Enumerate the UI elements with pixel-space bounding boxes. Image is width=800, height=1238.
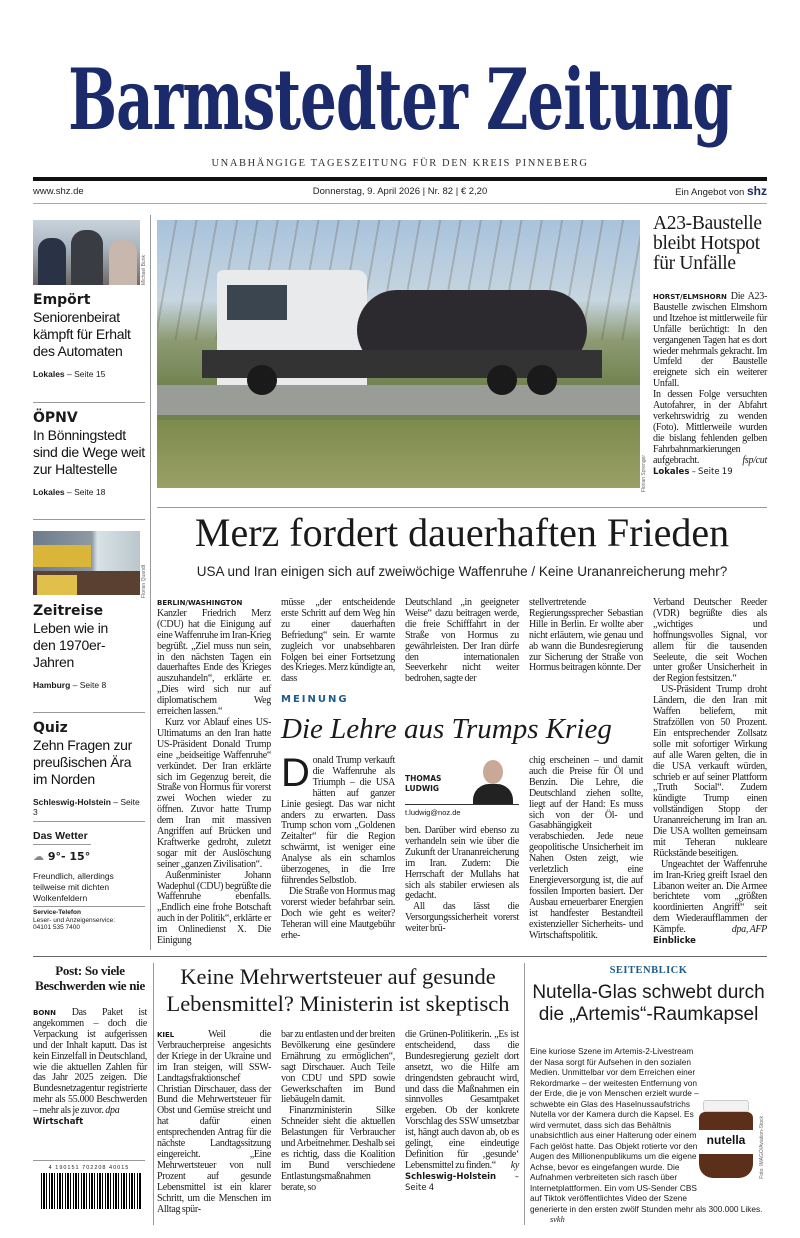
seniors-photo <box>33 220 140 285</box>
author-email[interactable]: t.ludwig@noz.de <box>405 808 461 817</box>
divider <box>33 519 145 520</box>
post-headline[interactable]: Post: So viele Beschwerden wie nie <box>35 963 145 993</box>
lead-headline[interactable]: Merz fordert dauerhaften Frieden <box>194 510 730 555</box>
lead-col-2: müsse „der entscheidende erste Schritt auf dem Weg hin zu einer dauerhaften Befriedung“ sein. Er warnte zugleich vor unabsehbaren Folgen bei einer Fortsetzung des Krieges. Merz kündigte an, dass <box>281 597 395 685</box>
opinion-col-2: ben. Darüber wird ebenso zu verhandeln sein wie über die Zukunft der Urananreicherung im Iran. Zudem: Die Herrschaft der Mullahs hat sich als stabiler erwiesen als gedacht. All das lässt die Versorgungssicherheit vorerst weiter brü- <box>405 825 519 935</box>
teaser-title: Zehn Fragen zur preußischen Ära im Norden <box>33 737 132 787</box>
cloud-sun-icon: ☁ <box>33 850 44 863</box>
divider <box>33 402 145 403</box>
photo-credit: Florian Sprenger <box>641 455 647 493</box>
teaser-kicker: ÖPNV <box>33 410 78 426</box>
dateline: BERLIN/WASHINGTON <box>157 599 243 607</box>
teaser-ref: Schleswig-Holstein – Seite 3 <box>33 797 140 817</box>
vat-headline[interactable]: Keine Mehrwertsteuer auf gesunde Lebensmittel? Ministerin ist skeptisch <box>166 964 510 1016</box>
sideview-headline[interactable]: Nutella-Glas schwebt durch die „Artemis“-Raumkapsel <box>532 982 765 1025</box>
lead-col-3: Deutschland „in geeigneter Weise“ dazu beitragen werde, die freie Schifffahrt in der Straße von Hormus zu gewährleisten. Der Iran dürfe den internationalen Seeverkehr nicht weiter bedrohen, sagte der <box>405 597 519 685</box>
sideview-label: SEITENBLICK <box>609 965 688 976</box>
lead-col-1: BERLIN/WASHINGTON Kanzler Friedrich Merz (CDU) hat die Einigung auf eine Waffenruhe im Iran-Krieg begrüßt. „Ziel muss nun sein, in den nächsten Tagen ein dauerhaftes Ende des Krieges auszuhandeln“, erklärte er. „Dies wird sich nur auf diplomatischem Weg erreichen lassen.“ Kurz vor Ablauf eines US-Ultimatums an den Iran hatte US-Präsident Donald Trump eine „beidseitige Waffenruhe“ verkündet. Der Iran erklärte sich im Gegenzug bereit, die Straße von Hormus für vorerst zwei Wochen wieder zu öffnen. Zuvor hatte Trump dem Iran mit massiven Angriffen auf Brücken und Kraftwerke gedroht, zuletzt sogar mit der Auslöschung seiner „ganzen Zivilisation“. Außenminister Johann Wadephul (CDU) begrüßte die Waffenruhe ebenfalls. „Endlich eine frohe Botschaft auch in der Politik“, erklärte er im Onlinedienst X. Die Einigung <box>157 599 271 947</box>
a23-body: HORST/ELMSHORN Die A23-Baustelle zwischen Elmshorn und Itzehoe ist mittlerweile für Unfälle berüchtigt: In den vergangenen Tagen hat es dort wieder mehrmals gekracht. Im Umfeld der Baustelle ereignete sich ein weiterer Unfall. In dessen Folge versuchten Autofahrer, in der Abfahrt verkehrswidrig zu wenden (Foto). Mittlerweile wurden die bislang fehlenden gelben Fahrbahnmarkierungen aufgebracht. fsp/cut Lokales – Seite 19 <box>653 291 767 477</box>
opinion-headline[interactable]: Die Lehre aus Trumps Krieg <box>281 713 612 745</box>
author-sig: svkh <box>550 1215 565 1224</box>
lead-col-5: Verband Deutscher Reeder (VDR) begrüßte dies als „wichtiges und hoffnungsvolles Signal, vor allem für die tausenden Seeleute, die seit Wochen unter großer Unsicherheit in der Region festsitzen.“ US-Präsident Trump droht Ländern, die den Iran mit Waffen beliefern, mit Strafzöllen von 50 Prozent. Ein entsprechender Zollsatz solle mit sofortiger Wirkung auf alle Waren gelten, die in die USA verkauft würden, schrieb er auf seiner Plattform „Truth Social“. Zudem kündigte Trump einen vollständigen Stopp der Urananreicherung im Iran an. Die USA wollten gemeinsam mit Teheran nukleare Rückstände beseitigen. Ungeachtet der Waffenruhe im Iran-Krieg greift Israel den Libanon weiter an. Die Armee berichtete vom „größten koordinierten Angriff“ seit dem Wiederaufflammen der Kämpfe. dpa, AFP Einblicke <box>653 597 767 947</box>
divider <box>157 507 767 508</box>
column-divider <box>153 963 154 1225</box>
author-sig: fsp/cut <box>742 454 767 466</box>
weather-title: Das Wetter <box>33 830 91 845</box>
post-ref[interactable]: Wirtschaft <box>33 1117 84 1128</box>
photo-credit: Florian Quandt <box>141 565 147 599</box>
vat-col-3: die Grünen-Politikerin. „Es ist entscheidend, dass die Bundesregierung gezielt dort ansetzt, wo die Hilfe am dringendsten gebraucht wird, und dass die Maßnahmen ein sinnvolles Gesamtpaket ergeben. Ob der konkrete Vorschlag des SSW umsetzbar ist, hängt auch davon ab, ob es gelingt, eine eindeutige Definition für ‚gesunde‘ Lebensmittel zu finden.“ ky Schleswig-Holstein – Seite 4 <box>405 1029 519 1193</box>
teaser-quiz[interactable] <box>33 720 145 817</box>
weather-temp: 9°- 15° <box>47 850 91 863</box>
photo-credit: Michael Bunk <box>141 255 147 286</box>
author-sig: ky <box>510 1159 519 1171</box>
teaser-senioren[interactable] <box>33 292 145 379</box>
a23-ref: Lokales – Seite 19 <box>653 466 733 477</box>
masthead-logo: Barmstedter Zeitung <box>68 50 732 150</box>
photo-credit: Foto: IMAGO/Aviation-Stock <box>759 1116 765 1179</box>
vat-col-1: KIEL Weil die Verbraucherpreise angesichts der Kriege in der Ukraine und im Iran steigen, will SSW-Landtagsfraktionschef Christian Dirschauer, dass der Bund die Mehrwertsteuer für Obst und Gemüse streicht und hat dafür einen entsprechenden Antrag für die nächste Landtagssitzung eingereicht. „Eine Mehrwertsteuer von null Prozent auf gesunde Lebensmittel ist ein klarer Schritt, um die Menschen im Alltag spür- <box>157 1029 271 1215</box>
nutella-jar-photo: nutella <box>697 1100 755 1180</box>
lead-ref[interactable]: Einblicke <box>653 936 696 947</box>
publisher-info <box>675 184 767 198</box>
post-body: BONN Das Paket ist angekommen – doch die Verpackung ist aufgerissen und der Inhalt kaputt. Das ist kein Einzelfall in Deutschland, wie die aktuellen Zahlen für das Jahr 2025 zeigen. Die Bundesnetzagentur registrierte mehr als 55.000 Beschwerden – mehr als je zuvor. dpa Wirtschaft <box>33 1007 147 1128</box>
teaser-title: In Bönningstedt sind die Wege weit zur Haltestelle <box>33 427 145 477</box>
teaser-ref: Lokales – Seite 15 <box>33 369 106 379</box>
column-divider <box>524 963 525 1225</box>
issue-info: Donnerstag, 9. April 2026 | Nr. 82 | € 2,20 <box>312 186 488 197</box>
author-box <box>405 756 519 822</box>
opinion-col-3: chig erscheinen – und damit auch die Preise für Öl und Benzin. Die Lehre, die Deutschland ziehen sollte, liegt auf der Hand: Es muss sich von der Öl- und Gasabhängigkeit verabschieden. Jede neue geopolitische Unsicherheit im Nahen Osten zeigt, wie verletzlich eine Energieversorgung ist, die auf fossilen Importen basiert. Der Ausbau erneuerbarer Energien ist handfester Bestandteil existenzieller Sicherheits- und Wirtschaftspolitik. <box>529 755 643 941</box>
divider <box>33 906 145 907</box>
publisher-prefix: Ein Angebot von <box>675 187 747 198</box>
author-sig: dpa, AFP <box>731 924 767 936</box>
teaser-title: Leben wie in den 1970er-Jahren <box>33 620 109 670</box>
truck-photo <box>157 220 640 488</box>
teaser-kicker: Zeitreise <box>33 603 104 619</box>
teaser-ref: Hamburg – Seite 8 <box>33 680 107 690</box>
service-title: Service-Telefon <box>33 909 81 916</box>
teaser-title: Seniorenbeirat kämpft für Erhalt des Automaten <box>33 309 131 359</box>
vat-ref: Schleswig-Holstein – Seite 4 <box>405 1171 519 1193</box>
teaser-zeitreise[interactable] <box>33 603 145 690</box>
divider <box>33 177 767 181</box>
weather-text: Freundlich, allerdings teilweise mit dichten Wolkenfeldern <box>33 871 114 903</box>
opinion-col-1: Donald Trump verkauft die Waffenruhe als Triumph – die USA hätten auf ganzer Linie gesiegt. Das war nicht anders zu erwarten. Dass Trump schon vom „Goldenen Zeitalter“ für die Region schwärmt, ist weniger eine Analyse als ein schamlos überzogenes, in die Irre führendes Selbstlob. Die Straße von Hormus mag vorerst wieder befahrbar sein. Doch wie geht es weiter? Teheran will eine Mautgebühr erhe- <box>281 751 395 941</box>
teaser-ref: Lokales – Seite 18 <box>33 487 106 497</box>
weather-box <box>33 830 145 904</box>
teaser-kicker: Empört <box>33 292 91 308</box>
vat-col-2: bar zu entlasten und der breiten Bevölkerung eine gesündere Ernährung zu ermöglichen“, sagt Dirschauer. Auch Teile von CDU und SPD sowie Gewerkschaften im Bund liebäugeln damit. Finanzministerin Silke Schneider sieht die aktuellen Belastungen für Verbraucher und Arbeitnehmer. Deshalb sei es richtig, dass die Koalition im Bund verschiedene Entlastungsmaßnahmen berate, so <box>281 1029 395 1193</box>
teaser-oepnv[interactable] <box>33 410 145 497</box>
dateline: KIEL <box>157 1031 175 1039</box>
divider <box>33 203 767 204</box>
author-last: LUDWIG <box>405 784 440 793</box>
opinion-label: MEINUNG <box>281 694 349 705</box>
teaser-kicker: Quiz <box>33 720 68 736</box>
shz-logo: shz <box>746 184 767 198</box>
divider <box>33 821 145 822</box>
tagline: UNABHÄNGIGE TAGESZEITUNG FÜR DEN KREIS PINNEBERG <box>211 158 589 169</box>
service-phone[interactable]: 04101 535 7400 <box>33 924 80 931</box>
kitchen-photo <box>33 531 140 595</box>
drop-cap: D <box>281 751 310 795</box>
service-box <box>33 909 145 932</box>
website-link[interactable]: www.shz.de <box>33 186 84 197</box>
author-portrait <box>471 756 515 804</box>
dateline: HORST/ELMSHORN <box>653 293 727 301</box>
lead-col-4: stellvertretende Regierungssprecher Sebastian Hille in Berlin. Er wollte aber nicht erläutern, wie genau und ab wann die Bundesregierung zur Sicherung der Straße von Hormus beitragen könnte. Der <box>529 597 643 674</box>
divider <box>33 712 145 713</box>
dateline: BONN <box>33 1009 57 1017</box>
service-label: Leser- und Anzeigenservice: <box>33 916 116 924</box>
author-first: THOMAS <box>405 774 442 783</box>
divider <box>33 1160 145 1161</box>
sideview-body: Eine kuriose Szene im Artemis-2-Livestream der Nasa sorgt für Aufsehen in den sozialen Medien. Unmittelbar vor dem Erreichen einer Rekordmarke – der weitesten Entfernung von der Erde, die je von Menschen erzielt wurde – schwebte ein Glas des Haselnussaufstrichs Nutella vor der Kamera durch die Kapsel. Es wird vermutet, dass sich das Behältnis unabsichtlich aus einer Halterung oder einem Fach gelöst hatte. Das Objekt rotierte vor den Augen des Millionenpublikums um die eigene Achse, bevor es eingefangen wurde. Die Aufnahmen verbreiteten sich rasch über Internetplattformen. Ein vom US-Sender CBS auf Tiktok veröffentlichtes Video der Szene generierte in den ersten zwölf Stunden mehr als 300.000 Likes. svkh <box>530 1046 763 1224</box>
barcode: 4 190151 702208 40015 <box>33 1165 145 1210</box>
divider <box>33 956 767 957</box>
column-divider <box>150 215 151 950</box>
a23-headline[interactable]: A23-Baustelle bleibt Hotspot für Unfälle <box>653 213 762 274</box>
author-sig: dpa <box>105 1105 120 1117</box>
lead-subhead: USA und Iran einigen sich auf zweiwöchige Waffenruhe / Keine Urananreicherung mehr? <box>196 564 728 579</box>
